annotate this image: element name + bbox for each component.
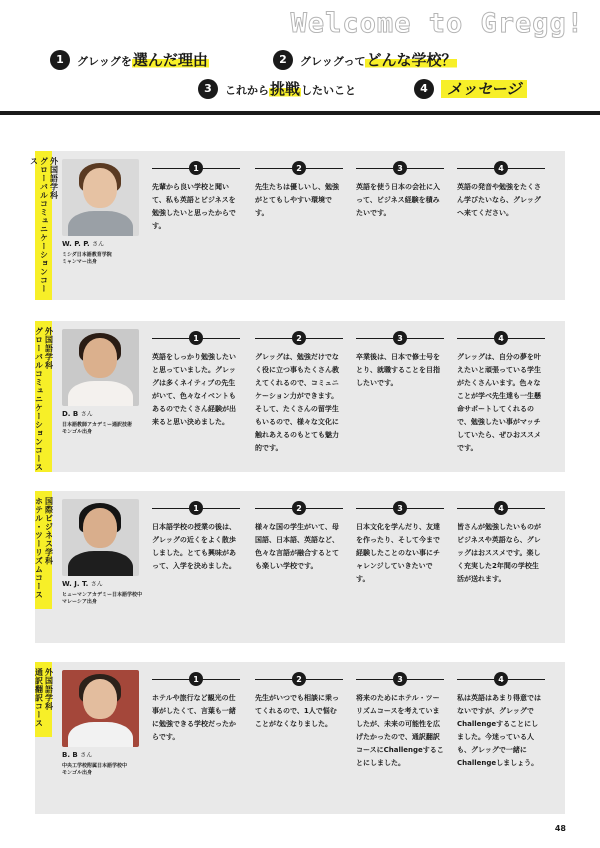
previous-school: ヒューマンアカデミー日本語学校中 — [62, 592, 142, 598]
previous-school: 中央工学校附属日本語学校中 — [62, 763, 128, 769]
header-divider — [0, 111, 600, 115]
answer-column-4 — [457, 161, 545, 220]
toc-text-3-post: したいこと — [301, 84, 357, 97]
answer-column-4 — [457, 672, 545, 770]
answer-text: 日本文化を学んだり、友達を作ったり、そして今まで経験したことのない事にチャレンジしていきたいです。 — [356, 523, 440, 583]
student-name: W. P. P. — [62, 240, 90, 248]
student-panel-2 — [35, 321, 565, 472]
toc-number-4: 4 — [414, 79, 434, 99]
student-panel-3 — [35, 491, 565, 643]
answer-number: 3 — [393, 161, 407, 175]
answer-column-4 — [457, 501, 545, 586]
answer-column-3 — [356, 672, 444, 770]
answer-number: 1 — [189, 161, 203, 175]
toc-item-1 — [50, 49, 209, 70]
toc-text-1-highlight: 選んだ理由 — [132, 51, 208, 69]
honorific: さん — [90, 581, 103, 588]
student-photo — [62, 159, 139, 236]
course-label: 通訳翻訳コース — [34, 668, 44, 728]
toc-text-2-highlight: どんな学校？ — [366, 51, 457, 69]
student-name: D. B — [62, 410, 79, 418]
honorific: さん — [80, 411, 93, 418]
answer-text: グレッグは、自分の夢を叶えたいと頑張っている学生がたくさんいます。色々なことが学べ先生達も一生懸命サポートしてくれるので、勉強したい事がマッチしていたら、ぜひおススメです。 — [457, 353, 541, 452]
answer-text: 日本語学校の授業の後は、グレッグの近くをよく散歩しました。とても興味があって、入学を決めました。 — [152, 523, 236, 570]
answer-text: 様々な国の学生がいて、母国語、日本語、英語など、色々な言語が融合するとても楽しい学校です。 — [255, 523, 339, 570]
answer-text: 英語の発音や勉強をたくさん学びたいなら、グレッグへ来てください。 — [457, 183, 541, 217]
course-tag — [29, 151, 59, 300]
student-info — [62, 750, 152, 777]
answer-column-1 — [152, 161, 240, 233]
answer-column-2 — [255, 672, 343, 731]
answer-column-1 — [152, 672, 240, 744]
answer-number: 1 — [189, 501, 203, 515]
answer-column-1 — [152, 501, 240, 573]
page-number: 48 — [554, 824, 566, 833]
toc-text-3-highlight: 挑戦 — [270, 80, 301, 98]
answer-number: 4 — [494, 331, 508, 345]
answer-text: 先生たちは優しいし、勉強がとてもしやすい環境です。 — [255, 183, 339, 217]
answer-column-2 — [255, 501, 343, 573]
answer-number: 4 — [494, 161, 508, 175]
answer-number: 4 — [494, 501, 508, 515]
student-name: B. B — [62, 751, 78, 759]
student-name: W. J. T. — [62, 580, 89, 588]
answer-text: 英語をしっかり勉強したいと思っていました。グレッグは多くネイティブの先生がいて、色々なイベントもあるのでたくさん経験が出来ると思い決めました。 — [152, 353, 236, 426]
honorific: さん — [92, 241, 105, 248]
student-info — [62, 409, 152, 436]
answer-text: 先生がいつでも相談に乗ってくれるので、1人で悩むことがなくなりました。 — [255, 694, 339, 728]
answer-text: 先輩から良い学校と聞いて、私も英語とビジネスを勉強したいと思ったからです。 — [152, 183, 236, 230]
answer-number: 3 — [393, 331, 407, 345]
page-title: Welcome to Gregg! — [290, 8, 584, 39]
answer-column-2 — [255, 161, 343, 220]
student-photo — [62, 499, 139, 576]
toc-text-2-pre: グレッグって — [300, 55, 366, 68]
department-label: 外国語学科 — [44, 327, 54, 370]
course-label: グローバルコミュニケーションコース — [29, 157, 49, 293]
answer-number: 1 — [189, 672, 203, 686]
answer-column-2 — [255, 331, 343, 455]
toc-item-2 — [273, 49, 457, 70]
student-info — [62, 239, 152, 266]
answer-text: グレッグは、勉強だけでなく役に立つ事もたくさん教えてくれるので、コミュニケーション力ができます。そして、たくさんの留学生もいるので、様々な文化に触れあえるのもとても魅力的です。 — [255, 353, 339, 452]
answer-text: 英語を使う日本の会社に入って、ビジネス経験を積みたいです。 — [356, 183, 440, 217]
toc-item-3 — [198, 78, 356, 99]
home-country: モンゴル出身 — [62, 429, 93, 435]
answer-column-4 — [457, 331, 545, 455]
table-of-contents — [0, 0, 600, 110]
course-label: グローバルコミュニケーションコース — [34, 327, 44, 472]
toc-number-2: 2 — [273, 50, 293, 70]
course-tag — [35, 662, 52, 737]
student-panel-1 — [29, 151, 565, 300]
student-info — [62, 579, 152, 606]
course-tag — [35, 491, 52, 609]
honorific: さん — [80, 752, 93, 759]
answer-text: 卒業後は、日本で修士号をとり、就職することを目指したいです。 — [356, 353, 440, 387]
department-label: 外国語学科 — [44, 668, 54, 711]
toc-text-3-pre: これから — [225, 84, 269, 97]
answer-number: 2 — [292, 331, 306, 345]
answer-number: 3 — [393, 672, 407, 686]
answer-text: 将来のためにホテル・ツーリズムコースを考えていましたが、未来の可能性を広げたかったので、通訳翻訳コースにChallengeすることにしました。 — [356, 694, 444, 767]
department-label: 外国語学科 — [49, 157, 59, 200]
home-country: ミャンマー出身 — [62, 259, 97, 265]
answer-number: 3 — [393, 501, 407, 515]
toc-text-4-highlight: メッセージ — [441, 80, 527, 98]
previous-school: ミシダ日本語教育学院 — [62, 252, 112, 258]
answer-number: 2 — [292, 672, 306, 686]
answer-column-3 — [356, 161, 444, 220]
answer-column-3 — [356, 331, 444, 390]
course-tag — [35, 321, 52, 472]
answer-number: 2 — [292, 501, 306, 515]
answer-number: 4 — [494, 672, 508, 686]
home-country: モンゴル出身 — [62, 770, 93, 776]
toc-number-1: 1 — [50, 50, 70, 70]
answer-number: 2 — [292, 161, 306, 175]
student-photo — [62, 670, 139, 747]
department-label: 国際ビジネス学科 — [44, 497, 54, 565]
answer-column-1 — [152, 331, 240, 429]
toc-item-4 — [414, 78, 527, 99]
answer-text: ホテルや旅行など観光の仕事がしたくて、言葉も一緒に勉強できる学校だったからです。 — [152, 694, 236, 741]
answer-number: 1 — [189, 331, 203, 345]
toc-text-1-pre: グレッグを — [77, 55, 132, 68]
answer-text: 皆さんが勉強したいものがビジネスや英語なら、グレッグはおススメです。楽しく充実した2年間の学校生活が送れます。 — [457, 523, 541, 583]
home-country: マレーシア出身 — [62, 599, 97, 605]
student-panel-4 — [35, 662, 565, 814]
answer-column-3 — [356, 501, 444, 586]
student-photo — [62, 329, 139, 406]
previous-school: 日本語教師アカデミー通訳技術 — [62, 422, 132, 428]
toc-number-3: 3 — [198, 79, 218, 99]
course-label: ホテル・ツーリズムコース — [34, 497, 44, 599]
answer-text: 私は英語はあまり得意ではないですが、グレッグでChallengeすることにしました。今迷っている人も、グレッグで一緒にChallengeしましょう。 — [457, 694, 541, 767]
